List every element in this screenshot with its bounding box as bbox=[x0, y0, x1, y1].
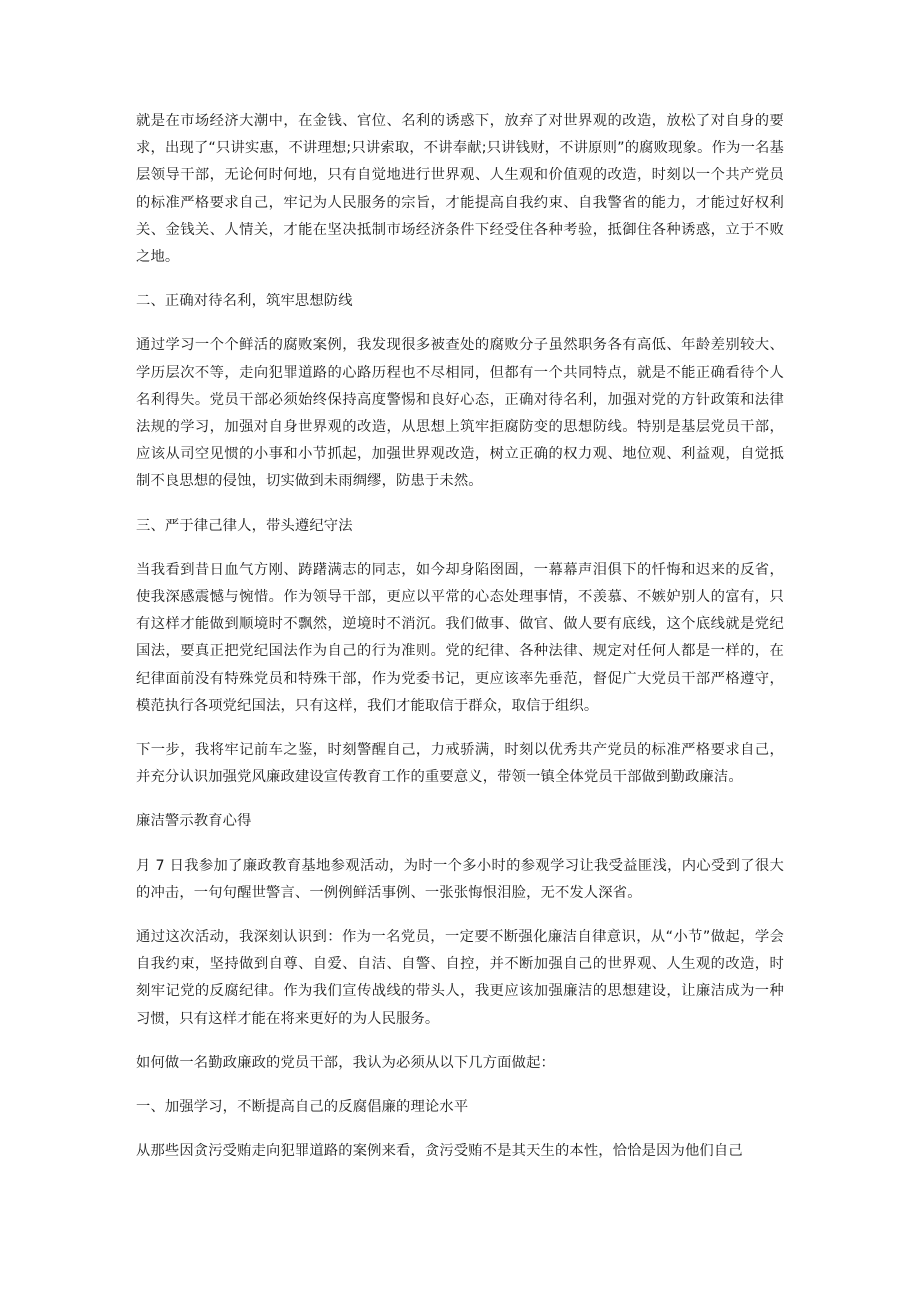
paragraph-corruption-cases: 通过学习一个个鲜活的腐败案例，我发现很多被查处的腐败分子虽然职务各有高低、年龄差别较大、学历层次不等，走向犯罪道路的心路历程也不尽相同，但都有一个共同特点，就是不能正确看待个人名利得失。党员干部必须始终保持高度警惕和良好心态，正确对待名利，加强对党的方针政策和法律法规的学习，加强对自身世界观的改造，从思想上筑牢拒腐防变的思想防线。特别是基层党员干部，应该从司空见惯的小事和小节抓起，加强世界观改造，树立正确的权力观、地位观、利益观，自觉抵制不良思想的侵蚀，切实做到未雨绸缪，防患于未然。 bbox=[136, 337, 784, 490]
paragraph-self-discipline-awareness: 通过这次活动，我深刻认识到：作为一名党员，一定要不断强化廉洁自律意识，从“小节”做起，学会自我约束，坚持做到自尊、自爱、自洁、自警、自控，并不断加强自己的世界观、人生观的改造，时刻牢记党的反腐纪律。作为我们宣传战线的带头人，我更应该加强廉洁的思想建设，让廉洁成为一种习惯，只有这样才能在将来更好的为人民服务。 bbox=[136, 929, 784, 1027]
document-page bbox=[136, 108, 784, 1183]
section-heading-fame-profit: 二、正确对待名利，筑牢思想防线 bbox=[136, 293, 353, 310]
paragraph-worldview: 就是在市场经济大潮中，在金钱、官位、名利的诱惑下，放弃了对世界观的改造，放松了对自身的要求，出现了“只讲实惠，不讲理想;只讲索取，不讲奉献;只讲钱财，不讲原则”的腐败现象。作为一名基层领导干部，无论何时何地，只有自觉地进行世界观、人生观和价值观的改造，时刻以一个共产党员的标准严格要求自己，牢记为人民服务的宗旨，才能提高自我约束、自我警省的能力，才能过好权利关、金钱关、人情关，才能在坚决抵制市场经济条件下经受住各种考验，抵御住各种诱惑，立于不败之地。 bbox=[136, 113, 784, 266]
paragraph-party-discipline: 当我看到昔日血气方刚、踌躇满志的同志，如今却身陷囹圄，一幕幕声泪俱下的忏悔和迟来的反省，使我深感震憾与惋惜。作为领导干部，更应以平常的心态处理事情，不羡慕、不嫉妒别人的富有，只有这样才能做到顺境时不飘然，逆境时不消沉。我们做事、做官、做人要有底线，这个底线就是党纪国法，要真正把党纪国法作为自己的行为准则。党的纪律、各种法律、规定对任何人都是一样的，在纪律面前没有特殊党员和特殊干部，作为党委书记，更应该率先垂范，督促广大党员干部严格遵守，模范执行各项党纪国法，只有这样，我们才能取信于群众，取信于组织。 bbox=[136, 561, 784, 714]
paragraph-embezzlement-cases: 从那些因贪污受贿走向犯罪道路的案例来看，贪污受贿不是其天生的本性，恰恰是因为他们自己 bbox=[136, 1143, 743, 1160]
section-heading-self-discipline: 三、严于律己律人，带头遵纪守法 bbox=[136, 517, 353, 534]
paragraph-how-to-be-cadre: 如何做一名勤政廉政的党员干部，我认为必须从以下几方面做起： bbox=[136, 1054, 555, 1071]
section-heading-strengthen-learning: 一、加强学习，不断提高自己的反腐倡廉的理论水平 bbox=[136, 1099, 469, 1116]
paragraph-next-step: 下一步，我将牢记前车之鉴，时刻警醒自己，力戒骄满，时刻以优秀共产党员的标准严格要求自己，并充分认识加强党风廉政建设宣传教育工作的重要意义，带领一镇全体党员干部做到勤政廉洁。 bbox=[136, 742, 784, 786]
section-heading-integrity-insights: 廉洁警示教育心得 bbox=[136, 813, 252, 830]
paragraph-visit-activity: 月 7 日我参加了廉政教育基地参观活动，为时一个多小时的参观学习让我受益匪浅，内心受到了很大的冲击，一句句醒世警言、一例例鲜活事例、一张张悔恨泪脸，无不发人深省。 bbox=[136, 857, 784, 901]
